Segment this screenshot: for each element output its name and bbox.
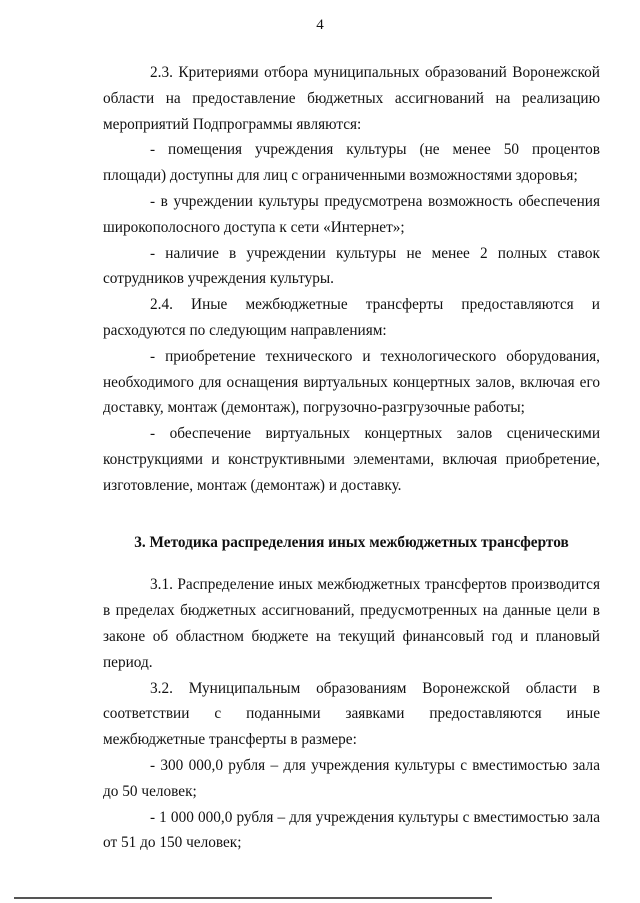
amount-up-to-50: - 300 000,0 рубля – для учреждения культуры с вместимостью зала до 50 человек; <box>103 756 600 800</box>
criterion-internet: - в учреждении культуры предусмотрена возможность обеспечения широкополосного доступа к сети «Интернет»; <box>103 192 600 236</box>
criterion-accessibility: - помещения учреждения культуры (не менее 50 процентов площади) доступны для лиц с ограниченными возможностями здоровья; <box>103 141 600 185</box>
criterion-staff: - наличие в учреждении культуры не менее 2 полных ставок сотрудников учреждения культуры. <box>103 244 600 288</box>
amount-51-to-150: - 1 000 000,0 рубля – для учреждения культуры с вместимостью зала от 51 до 150 человек; <box>103 808 600 852</box>
section-3-title: 3. Методика распределения иных межбюджетных трансфертов <box>134 533 569 551</box>
direction-stage-constructions: - обеспечение виртуальных концертных залов сценическими конструкциями и конструктивными элементами, включая приобретение, изготовление, монтаж (демонтаж) и доставку. <box>103 425 600 494</box>
paragraph-3-2: 3.2. Муниципальным образованиям Воронежской области в соответствии с поданными заявками предоставляются иные межбюджетные трансферты в размере: <box>103 679 600 749</box>
page-number: 4 <box>316 17 324 33</box>
scan-edge-line <box>14 897 492 899</box>
direction-equipment: - приобретение технического и технологического оборудования, необходимого для оснащения виртуальных концертных залов, включая его доставку, монтаж (демонтаж), погрузочно-разгрузочные работы; <box>103 347 600 417</box>
document-body <box>103 60 600 856</box>
paragraph-3-1: 3.1. Распределение иных межбюджетных трансфертов производится в пределах бюджетных ассигнований, предусмотренных на данные цели в законе об областном бюджете на текущий финансовый год и плановый период. <box>103 576 600 671</box>
paragraph-2-3: 2.3. Критериями отбора муниципальных образований Воронежской области на предоставление бюджетных ассигнований на реализацию мероприятий Подпрограммы являются: <box>103 64 600 133</box>
paragraph-2-4: 2.4. Иные межбюджетные трансферты предоставляются и расходуются по следующим направлениям: <box>103 296 600 339</box>
